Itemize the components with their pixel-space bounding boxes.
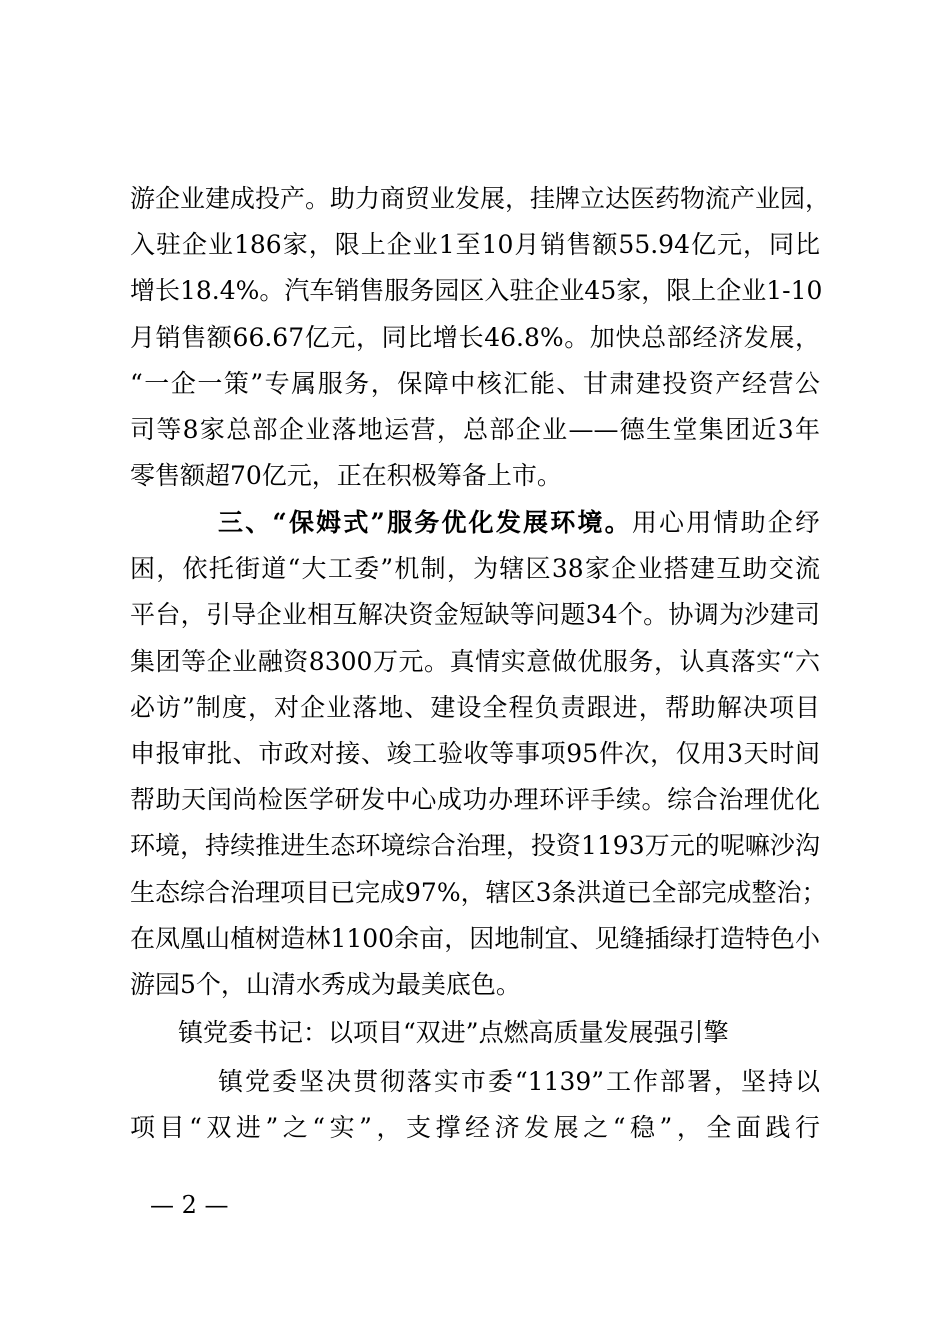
paragraph-line: 申报审批、市政对接、竣工验收等事项95件次，仅用3天时间 <box>130 738 820 768</box>
paragraph-line-rest: 用心用情助企纾 <box>631 508 820 537</box>
paragraph-line: 游园5个，山清水秀成为最美底色。 <box>130 969 521 999</box>
paragraph-1 <box>130 176 831 499</box>
paragraph-line: 帮助天闰尚检医学研发中心成功办理环评手续。综合治理优化 <box>130 785 820 815</box>
page-number: — 2 — <box>150 1191 229 1219</box>
paragraph-line: 生态综合治理项目已完成97%，辖区3条洪道已全部完成整治； <box>130 877 827 907</box>
paragraph-line: 项目“双进”之“实”，支撑经济发展之“稳”，全面践行 <box>130 1113 820 1143</box>
paragraph-line: 入驻企业186家，限上企业1至10月销售额55.94亿元，同比 <box>130 230 820 260</box>
paragraph-line: “一企一策”专属服务，保障中核汇能、甘肃建投资产经营公 <box>130 368 820 398</box>
paragraph-3 <box>130 1059 820 1151</box>
paragraph-line: 必访”制度，对企业落地、建设全程负责跟进，帮助解决项目 <box>130 692 820 722</box>
paragraph-line: 零售额超70亿元，正在积极筹备上市。 <box>130 461 562 491</box>
paragraph-2 <box>130 500 827 1008</box>
paragraph-line: 镇党委坚决贯彻落实市委“1139”工作部署，坚持以 <box>218 1067 820 1096</box>
section-heading: 三、“保姆式”服务优化发展环境。 <box>218 508 632 537</box>
paragraph-line: 司等8家总部企业落地运营，总部企业——德生堂集团近3年 <box>130 414 820 444</box>
paragraph-line: 集团等企业融资8300万元。真情实意做优服务，认真落实“六 <box>130 646 820 676</box>
paragraph-line: 游企业建成投产。助力商贸业发展，挂牌立达医药物流产业园， <box>130 184 831 213</box>
paragraph-first-line <box>130 500 820 546</box>
paragraph-line: 月销售额66.67亿元，同比增长46.8%。加快总部经济发展， <box>130 322 820 352</box>
paragraph-line: 在凤凰山植树造林1100余亩，因地制宜、见缝插绿打造特色小 <box>130 923 820 953</box>
section-subtitle: 镇党委书记：以项目“双进”点燃高质量发展强引擎 <box>178 1018 729 1047</box>
paragraph-line: 环境，持续推进生态环境综合治理，投资1193万元的呢嘛沙沟 <box>130 831 820 861</box>
paragraph-line: 增长18.4%。汽车销售服务园区入驻企业45家，限上企业1-10 <box>130 276 823 306</box>
paragraph-line: 平台，引导企业相互解决资金短缺等问题34个。协调为沙建司 <box>130 600 820 630</box>
paragraph-line: 困，依托街道“大工委”机制，为辖区38家企业搭建互助交流 <box>130 554 820 584</box>
